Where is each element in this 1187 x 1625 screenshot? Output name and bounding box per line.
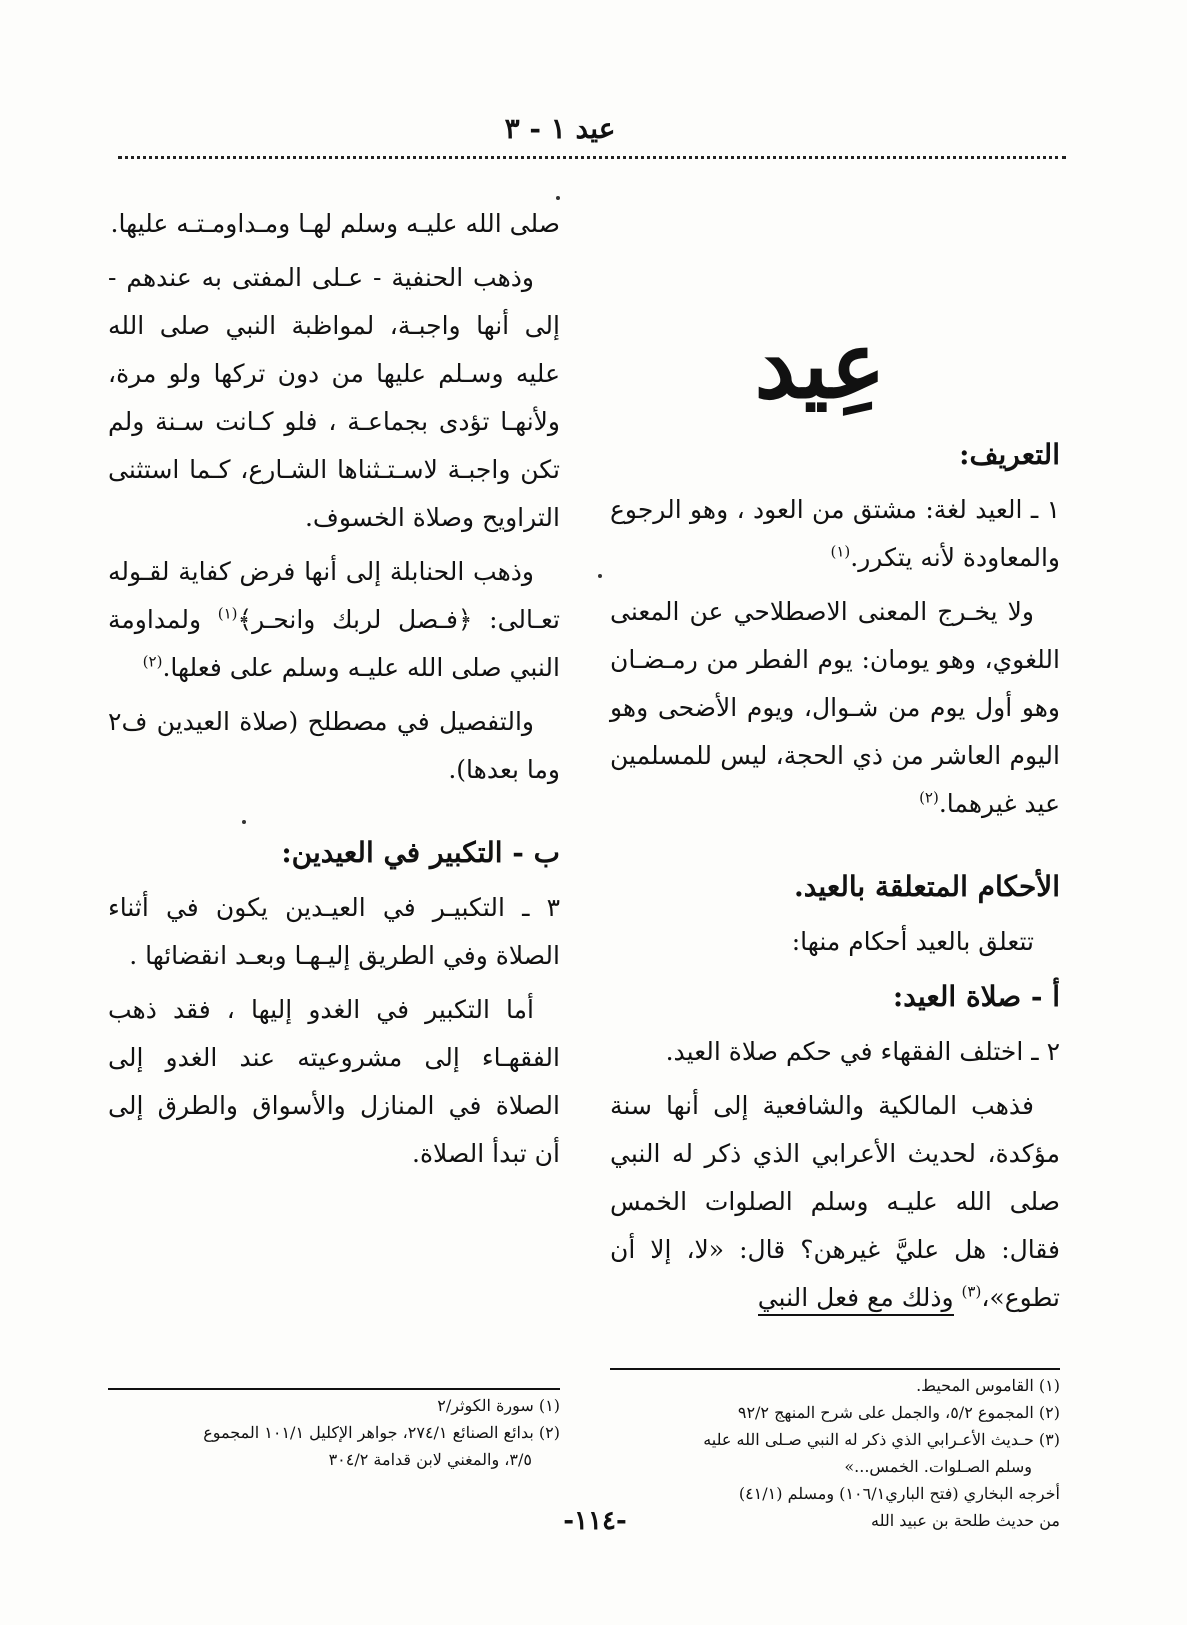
footnote-2: (٢) بدائع الصنائع ٢٧٤/١، جواهر الإكليل ١٠١/١ المجموع	[203, 1423, 560, 1442]
running-head: عيد ١ - ٣	[504, 112, 616, 145]
footnote-ref[interactable]: (٢)	[142, 652, 163, 671]
definition-paragraph-2	[610, 588, 1060, 828]
scan-speck	[242, 820, 246, 824]
header-divider	[118, 156, 1066, 159]
section-a-heading: أ - صلاة العيد:	[892, 980, 1060, 1013]
paragraph-text: ولمداومة النبي صلى الله عليـه وسلم على فعلها.	[108, 605, 560, 682]
footnote-divider-right	[610, 1368, 1060, 1370]
page-number: -١١٤-	[563, 1506, 627, 1536]
takbir-paragraph: ٣ ـ التكبيـر في العيـدين يكون في أثناء الصلاة وفي الطريق إليـهـا وبعـد انقضائها .	[108, 893, 560, 970]
footnotes-right	[610, 1372, 1060, 1534]
paragraph-text: وذهب الحنابلة إلى أنها فرض كفاية لقـوله تعـالى: ﴿فـصل لربك وانحـر﴾	[108, 557, 560, 634]
paragraph-continuation: وذلك مع فعل النبي	[758, 1283, 954, 1316]
footnote-1: (١) سورة الكوثر/٢	[437, 1396, 560, 1415]
paragraph-text: فذهب المالكية والشافعية إلى أنها سنة مؤكدة، لحديث الأعرابي الذي ذكر له النبي صلى الله عليـه وسلم الصلوات الخمس فقال: هل عليَّ غيرهن؟ قال: «لا، إلا أن تطوع»،	[610, 1091, 1060, 1312]
definition-heading: التعريف:	[959, 438, 1060, 471]
footnote-ref[interactable]: (٢)	[919, 788, 939, 807]
entry-title: عِيد	[754, 311, 886, 419]
paragraph-maliki-shafii	[610, 1082, 1060, 1322]
footnote-ref[interactable]: (٣)	[961, 1282, 982, 1301]
hanafi-paragraph: وذهب الحنفية - عـلى المفتى به عندهم - إلى أنها واجبـة، لمواظبة النبي صلى الله عليه وسـلم عليها من دون تركها ولو مرة، ولأنهـا تؤدى بجماعـة ، فلو كـانت سـنة ولم تكن واجبـة لاسـتـثناها الشـارع، كـما استثنى التراويح وصلاة الخسوف.	[108, 263, 560, 532]
paragraph-text: ولا يخـرج المعنى الاصطلاحي عن المعنى اللغوي، وهو يومان: يوم الفطر من رمـضـان وهو أول يوم من شـوال، ويوم الأضحى وهو اليوم العاشر من ذي الحجة، ليس للمسلمين عيد غيرهما.	[610, 597, 1060, 818]
footnote-2: (٢) المجموع ٥/٢، والجمل على شرح المنهج ٩٢/٢	[737, 1403, 1060, 1422]
footnote-2-continuation: ٣/٥، والمغني لابن قدامة ٣٠٤/٢	[328, 1450, 532, 1469]
continuation-paragraph: صلى الله عليـه وسلم لهـا ومـداومـتـه عليها.	[110, 209, 560, 238]
rulings-heading: الأحكام المتعلقة بالعيد.	[793, 870, 1060, 903]
footnote-1: (١) القاموس المحيط.	[916, 1376, 1060, 1395]
paragraph-2-opinions: ٢ ـ اختلف الفقهاء في حكم صلاة العيد.	[665, 1037, 1060, 1066]
footnote-3: (٣) حـديث الأعـرابي الذي ذكر له النبي صـلى الله عليه	[703, 1430, 1060, 1449]
paragraph-text: ١ ـ العيد لغة: مشتق من العود ، وهو الرجوع والمعاودة لأنه يتكرر.	[610, 495, 1060, 572]
scan-speck	[598, 574, 602, 578]
footnote-3-source-continuation: من حديث طلحة بن عبيد الله	[871, 1511, 1060, 1530]
takbir-ghudu-paragraph: أما التكبير في الغدو إليها ، فقد ذهب الفقهـاء إلى مشروعيته عند الغدو إلى الصلاة في المنازل والأسواق والطرق إلى أن تبدأ الصلاة.	[108, 995, 560, 1168]
left-column	[108, 200, 560, 1184]
definition-paragraph-1	[610, 486, 1060, 582]
scan-speck	[556, 196, 560, 200]
right-column	[610, 430, 1060, 1328]
rulings-intro: تتعلق بالعيد أحكام منها:	[791, 927, 1034, 956]
hanbali-paragraph	[108, 548, 560, 692]
footnote-divider-left	[108, 1388, 560, 1390]
footnote-ref[interactable]: (١)	[830, 542, 851, 561]
footnotes-left	[108, 1392, 560, 1473]
footnote-ref[interactable]: (١)	[217, 604, 238, 623]
footnote-3-continuation: وسلم الصـلوات. الخمس...»	[844, 1457, 1032, 1476]
details-paragraph: والتفصيل في مصطلح (صلاة العيدين ف٢ وما بعدها).	[108, 707, 560, 784]
section-b-heading: ب - التكبير في العيدين:	[281, 836, 560, 869]
footnote-3-source: أخرجه البخاري (فتح الباري١٠٦/١) ومسلم (٤١/١)	[738, 1484, 1060, 1503]
